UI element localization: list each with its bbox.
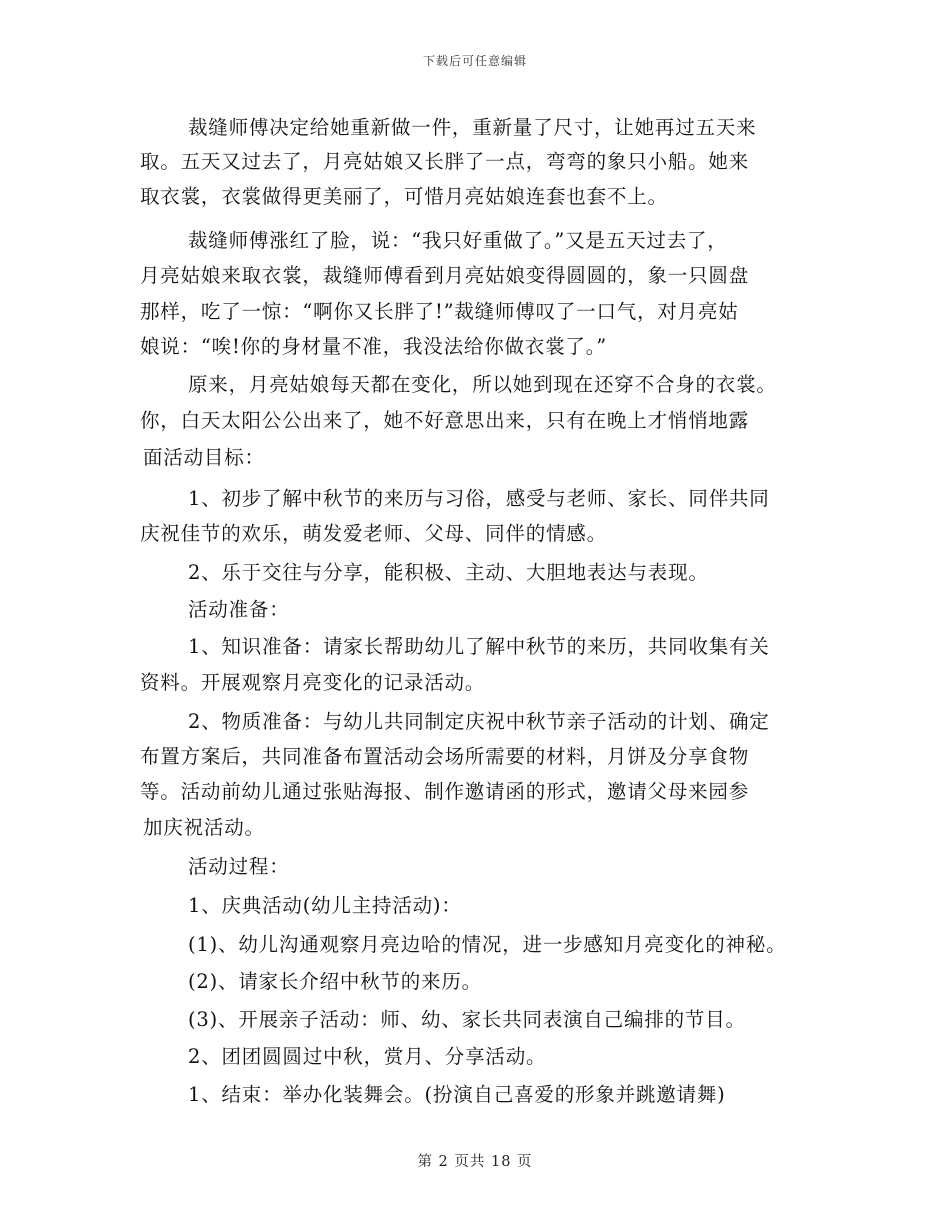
body-line: 取。五天又过去了，月亮姑娘又长胖了一点，弯弯的象只小船。她来 [140, 150, 750, 173]
body-line: 2、乐于交往与分享，能积极、主动、大胆地表达与表现。 [188, 561, 709, 584]
body-line: 2、物质准备：与幼儿共同制定庆祝中秋节亲子活动的计划、确定 [188, 710, 770, 733]
body-line: 1、初步了解中秋节的来历与习俗，感受与老师、家长、同伴共同 [188, 487, 770, 510]
body-line: (2)、请家长介绍中秋节的来历。 [188, 970, 482, 993]
body-line: 裁缝师傅涨红了脸，说：“我只好重做了。”又是五天过去了， [188, 229, 728, 252]
page-header: 下载后可任意编辑 [422, 54, 527, 68]
body-line: 1、结束：举办化装舞会。(扮演自己喜爱的形象并跳邀请舞) [188, 1083, 726, 1106]
body-line: 1、庆典活动(幼儿主持活动)： [188, 894, 462, 917]
body-line: 裁缝师傅决定给她重新做一件，重新量了尺寸，让她再过五天来 [188, 116, 757, 139]
body-line: 资料。开展观察月亮变化的记录活动。 [140, 671, 486, 694]
body-line: 布置方案后，共同准备布置活动会场所需要的材料，月饼及分享食物 [140, 745, 750, 768]
body-line: 1、知识准备：请家长帮助幼儿了解中秋节的来历，共同收集有关 [188, 635, 770, 658]
body-line: 原来，月亮姑娘每天都在变化，所以她到现在还穿不合身的衣裳。 [188, 373, 777, 396]
section-heading: 活动准备： [188, 598, 290, 621]
body-line: 那样，吃了一惊：“啊你又长胖了!”裁缝师傅叹了一口气，对月亮姑 [140, 300, 739, 323]
body-line: 取衣裳，衣裳做得更美丽了，可惜月亮姑娘连套也套不上。 [140, 185, 668, 208]
section-heading: 活动过程： [188, 855, 290, 878]
body-line: 加庆祝活动。 [143, 816, 265, 839]
body-line: 2、团团圆圆过中秋，赏月、分享活动。 [188, 1045, 547, 1068]
body-line: (1)、幼儿沟通观察月亮边哈的情况，进一步感知月亮变化的神秘。 [188, 933, 787, 956]
body-line: 等。活动前幼儿通过张贴海报、制作邀请函的形式，邀请父母来园参 [140, 780, 750, 803]
document-body [0, 108, 950, 1118]
page-footer: 第 2 页共 18 页 [417, 1154, 533, 1170]
body-line: 你，白天太阳公公出来了，她不好意思出来，只有在晚上才悄悄地露 [140, 409, 750, 432]
body-line: 庆祝佳节的欢乐，萌发爱老师、父母、同伴的情感。 [140, 522, 607, 545]
body-line: (3)、开展亲子活动：师、幼、家长共同表演自己编排的节目。 [188, 1008, 746, 1031]
body-line: 娘说：“唉!你的身材量不准，我没法给你做衣裳了。” [140, 335, 608, 358]
body-line: 面活动目标： [143, 446, 265, 469]
body-line: 月亮姑娘来取衣裳，裁缝师傅看到月亮姑娘变得圆圆的，象一只圆盘 [140, 264, 750, 287]
